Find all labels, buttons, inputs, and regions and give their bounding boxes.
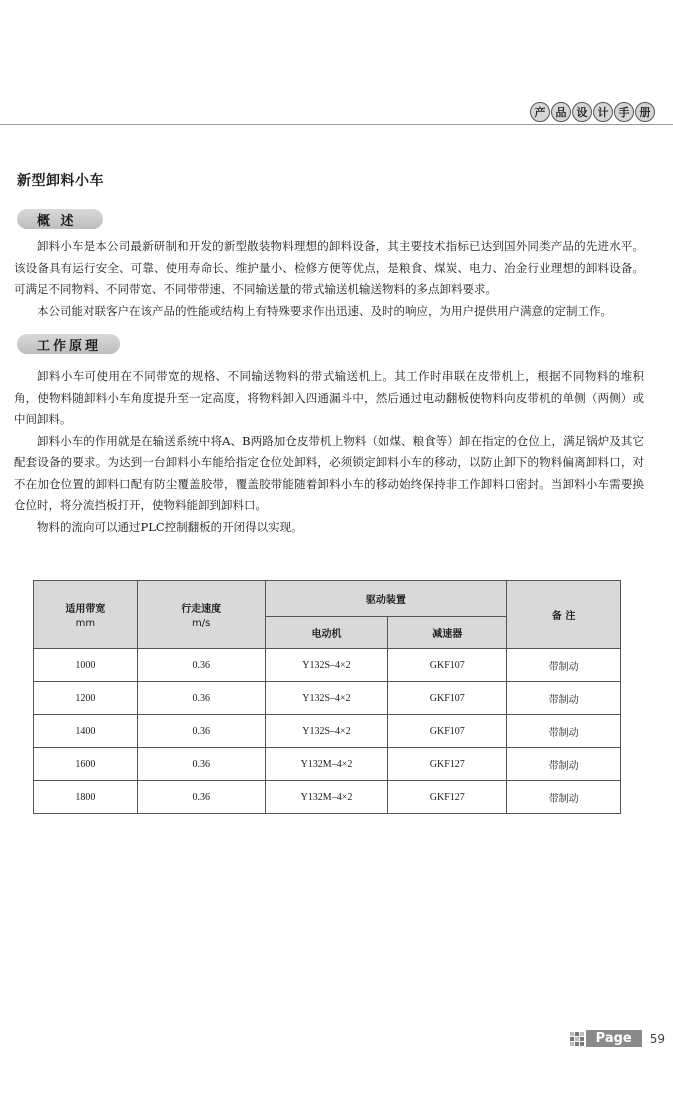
header-drive: 驱动装置 — [265, 581, 507, 617]
header-label: 适用带宽 — [65, 604, 106, 615]
principle-text — [14, 366, 644, 538]
header-motor: 电动机 — [265, 617, 388, 649]
paragraph: 卸料小车的作用就是在输送系统中将A、B两路加仓皮带机上物料（如煤、粮食等）卸在指定的仓位上，满足锅炉及其它配套设备的要求。为达到一台卸料小车能给指定仓位处卸料，必须锁定卸料小车的移动，以防止卸下的物料偏离卸料口，对不在加仓位置的卸料口配有防尘覆盖胶带，覆盖胶带能随着卸料小车的移动始终保持非工作卸料口密封。当卸料小车需要换仓位时，将分流挡板打开，使物料能卸到卸料口。 — [14, 433, 644, 512]
cell-reducer: GKF127 — [388, 748, 507, 781]
cell-speed: 0.36 — [137, 781, 265, 814]
section-heading-overview: 概 述 — [17, 209, 103, 229]
header-unit: m/s — [192, 618, 211, 629]
badge-char: 计 — [593, 102, 613, 122]
manual-badge — [530, 102, 655, 122]
cell-motor: Y132S–4×2 — [265, 715, 388, 748]
cell-motor: Y132M–4×2 — [265, 748, 388, 781]
cell-width: 1200 — [34, 682, 138, 715]
cell-reducer: GKF107 — [388, 682, 507, 715]
badge-char: 产 — [530, 102, 550, 122]
cell-remark: 带制动 — [507, 781, 621, 814]
cell-remark: 带制动 — [507, 682, 621, 715]
cell-motor: Y132S–4×2 — [265, 649, 388, 682]
cell-reducer: GKF127 — [388, 781, 507, 814]
overview-text — [14, 236, 644, 322]
header-remark: 备 注 — [507, 581, 621, 649]
header-belt-width — [34, 581, 138, 649]
table-row — [34, 781, 621, 814]
page-label: Page — [586, 1030, 642, 1047]
table-row — [34, 649, 621, 682]
page-footer — [570, 1030, 665, 1047]
table-row — [34, 682, 621, 715]
section-heading-principle: 工作原理 — [17, 334, 120, 354]
cell-motor: Y132M–4×2 — [265, 781, 388, 814]
cell-remark: 带制动 — [507, 649, 621, 682]
cell-width: 1000 — [34, 649, 138, 682]
page-title: 新型卸料小车 — [17, 173, 104, 189]
cell-speed: 0.36 — [137, 682, 265, 715]
spec-table — [33, 580, 621, 814]
badge-char: 品 — [551, 102, 571, 122]
cell-motor: Y132S–4×2 — [265, 682, 388, 715]
cell-speed: 0.36 — [137, 649, 265, 682]
badge-char: 册 — [635, 102, 655, 122]
cell-width: 1800 — [34, 781, 138, 814]
cell-speed: 0.36 — [137, 748, 265, 781]
cell-width: 1600 — [34, 748, 138, 781]
table-row — [34, 715, 621, 748]
cell-remark: 带制动 — [507, 748, 621, 781]
paragraph: 本公司能对联客户在该产品的性能或结构上有特殊要求作出迅速、及时的响应，为用户提供用户满意的定制工作。 — [37, 303, 612, 318]
page-number: 59 — [649, 1031, 665, 1046]
paragraph: 物料的流向可以通过PLC控制翻板的开闭得以实现。 — [37, 519, 303, 534]
cell-remark: 带制动 — [507, 715, 621, 748]
dots-icon — [570, 1032, 584, 1046]
cell-reducer: GKF107 — [388, 649, 507, 682]
header-reducer: 减速器 — [388, 617, 507, 649]
cell-speed: 0.36 — [137, 715, 265, 748]
header-label: 行走速度 — [181, 604, 222, 615]
header-speed — [137, 581, 265, 649]
badge-char: 设 — [572, 102, 592, 122]
header-unit: mm — [75, 618, 96, 629]
header-divider — [0, 124, 673, 125]
paragraph: 卸料小车是本公司最新研制和开发的新型散装物料理想的卸料设备，其主要技术指标已达到国外同类产品的先进水平。该设备具有运行安全、可靠、使用寿命长、维护量小、检修方便等优点，是粮食、煤炭、电力、冶金行业理想的卸料设备。可满足不同物料、不同带宽、不同带带速、不同输送量的带式输送机输送物料的多点卸料要求。 — [14, 239, 644, 296]
cell-reducer: GKF107 — [388, 715, 507, 748]
paragraph: 卸料小车可使用在不同带宽的规格、不同输送物料的带式输送机上。其工作时串联在皮带机上，根据不同物料的堆积角，使物料随卸料小车角度提升至一定高度，将物料卸入四通漏斗中，然后通过电动翻板使物料向皮带机的单侧（两侧）或中间卸料。 — [14, 369, 644, 426]
badge-char: 手 — [614, 102, 634, 122]
table-row — [34, 748, 621, 781]
cell-width: 1400 — [34, 715, 138, 748]
